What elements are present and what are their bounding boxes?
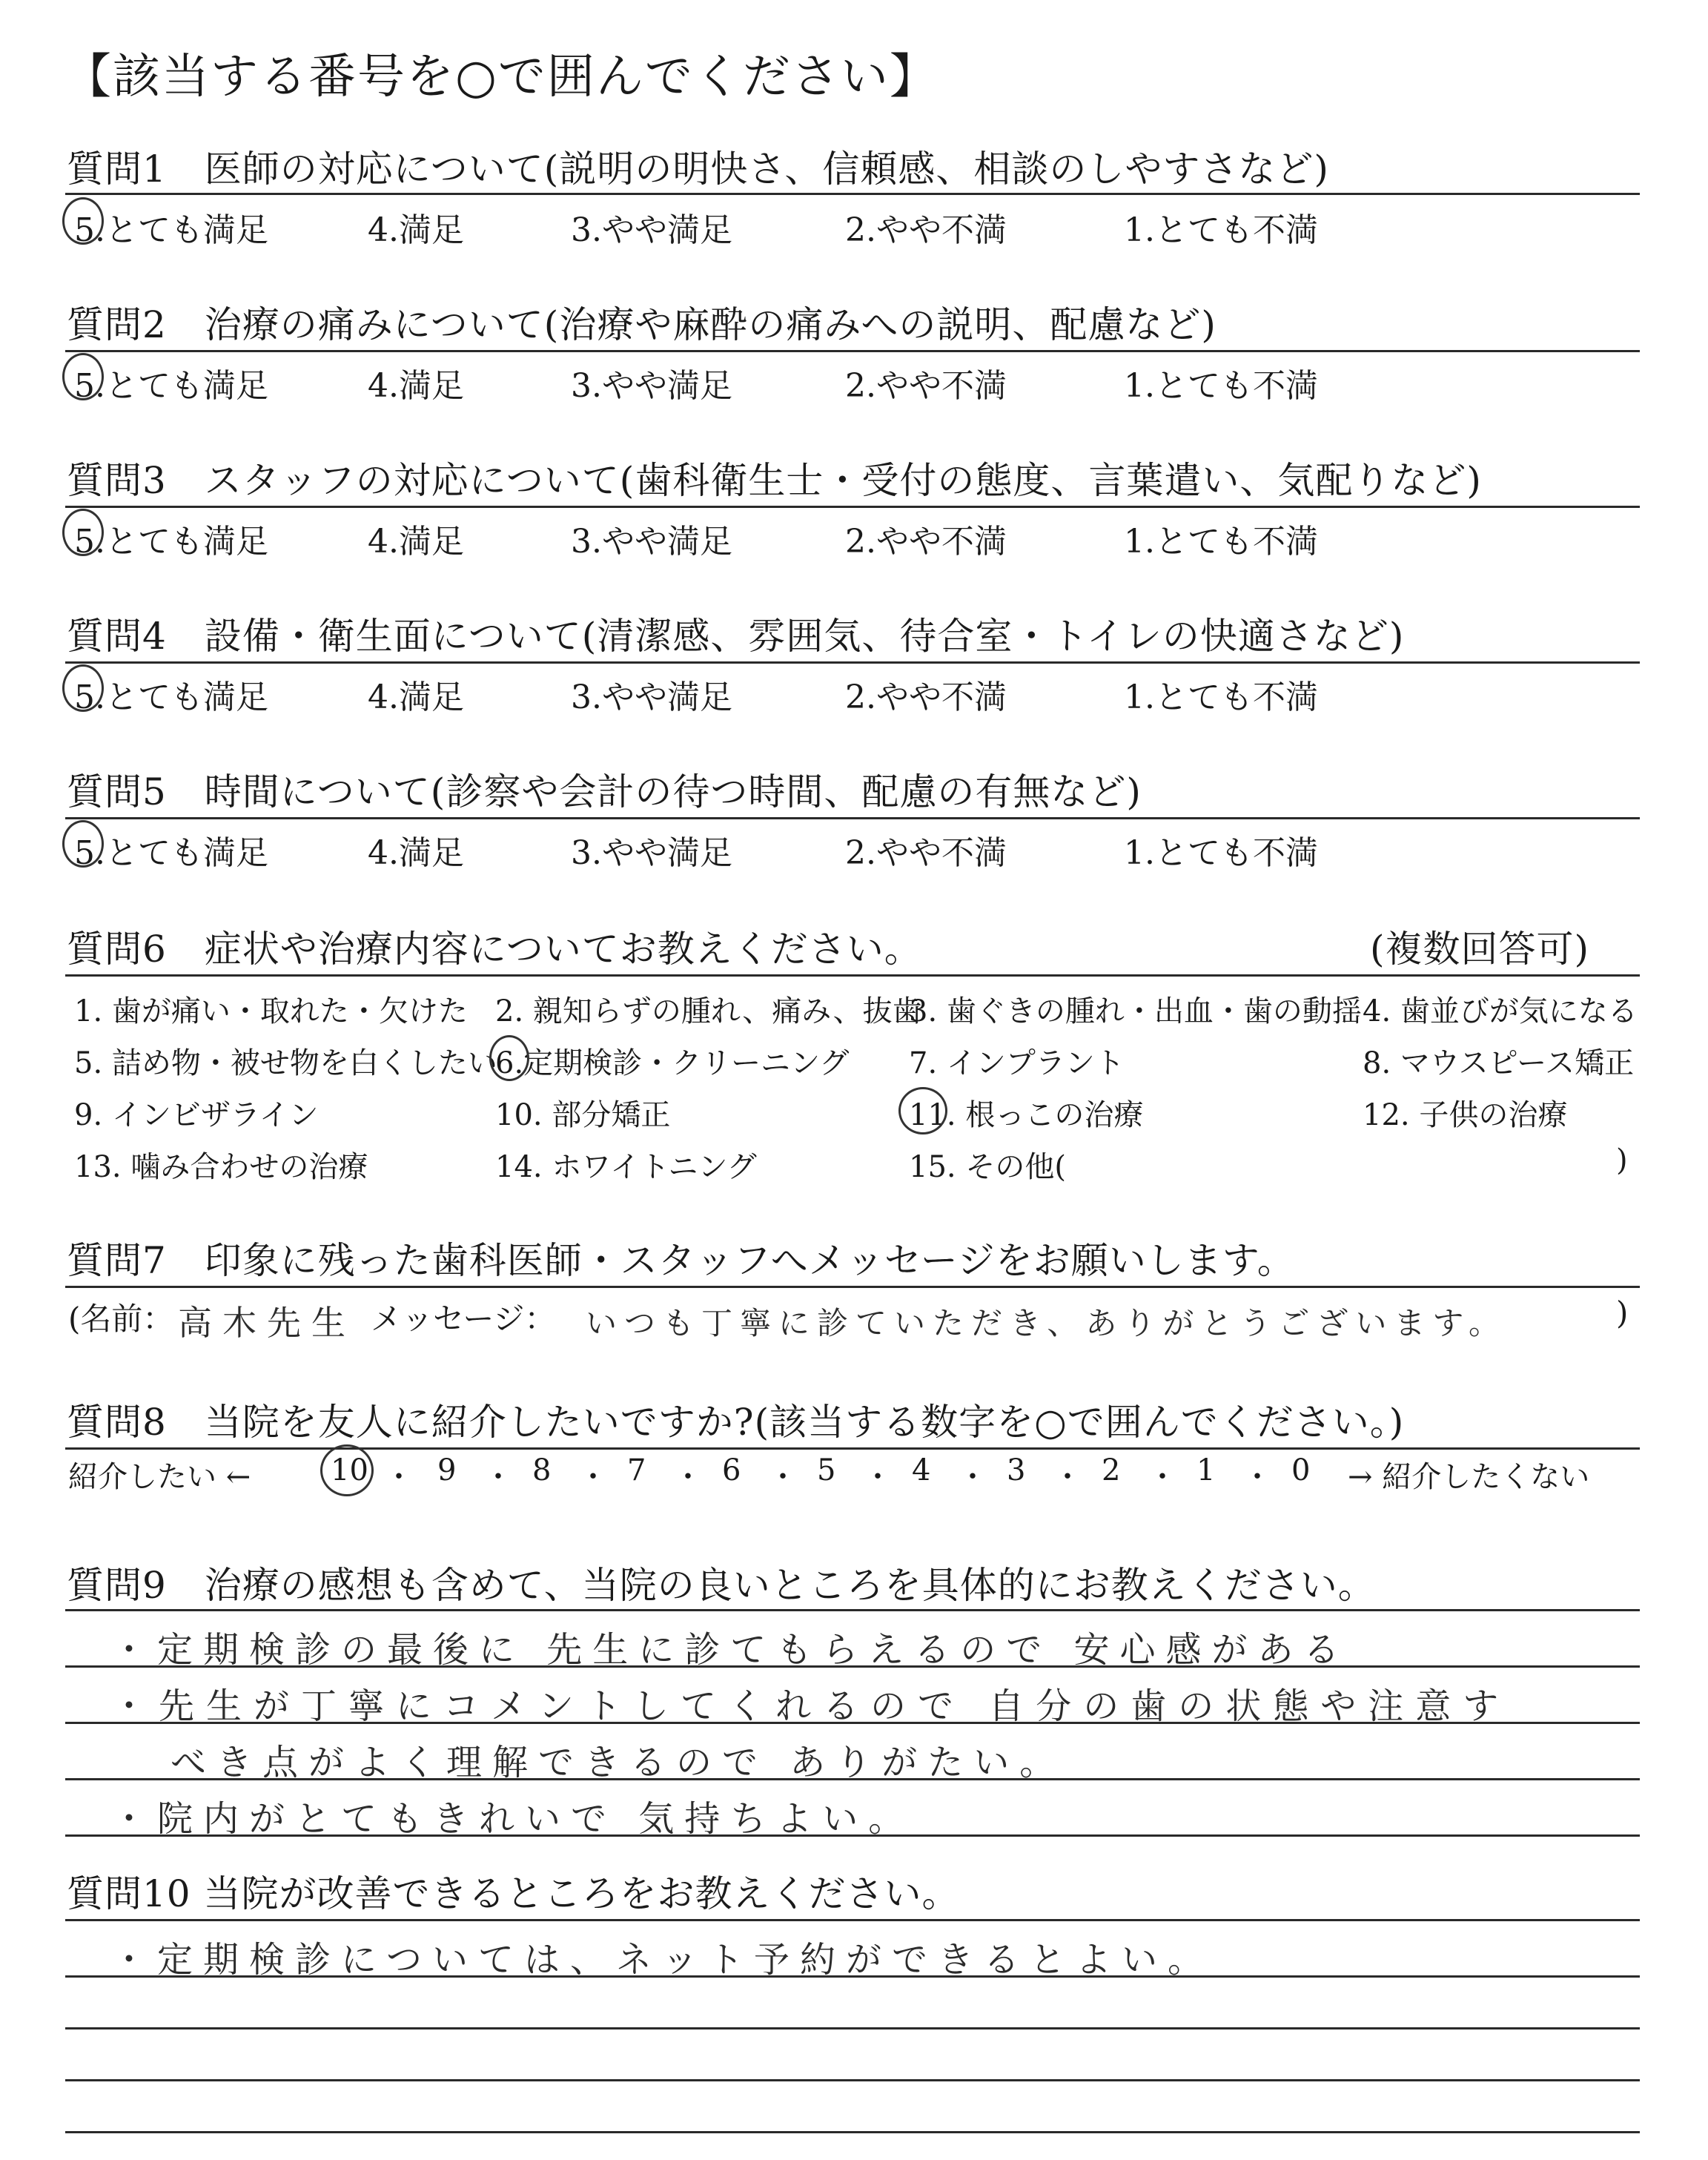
q3-option-1[interactable]: 1.とても不満 [1124,523,1318,561]
q5-option-4[interactable]: 4.満足 [368,834,464,872]
q6-multiple-note: (複数回答可) [1370,928,1590,971]
q2-option-1[interactable]: 1.とても不満 [1124,367,1318,405]
q7-rule [65,1286,1640,1288]
q8-dot: ・ [1148,1460,1177,1494]
q3-rule [65,506,1640,508]
q4-option-4[interactable]: 4.満足 [368,678,464,716]
q5-rule [65,817,1640,819]
q7-message-label: メッセージ： [371,1301,556,1337]
q4-rule [65,661,1640,664]
q9-answer-line-2: ・先生が丁寧にコメントしてくれるので 自分の歯の状態や注意す [111,1685,1511,1727]
q3-option-2[interactable]: 2.やや不満 [845,523,1007,561]
q5-title: 質問5 時間について(診察や会計の待つ時間、配慮の有無など) [67,770,1142,813]
q3-option-4[interactable]: 4.満足 [368,523,464,561]
q6-option-2[interactable]: 2. 親知らずの腫れ、痛み、抜歯 [495,994,922,1028]
q7-message-handwriting: いつも丁寧に診ていただき、ありがとうございます。 [586,1305,1507,1341]
q5-option-3[interactable]: 3.やや満足 [571,834,732,872]
q4-option-3[interactable]: 3.やや満足 [571,678,732,716]
q8-scale-6[interactable]: 6 [722,1453,741,1487]
q8-scale-0[interactable]: 0 [1291,1453,1311,1487]
q4-option-1[interactable]: 1.とても不満 [1124,678,1318,716]
q6-option-10[interactable]: 10. 部分矯正 [495,1098,671,1132]
q9-answer-line-3: べき点がよく理解できるので ありがたい。 [171,1742,1066,1783]
q8-scale-4[interactable]: 4 [912,1453,931,1487]
q8-right-label: → 紹介したくない [1348,1460,1590,1494]
q5-option-1[interactable]: 1.とても不満 [1124,834,1318,872]
q8-title: 質問8 当院を友人に紹介したいですか?(該当する数字を○で囲んでください。) [67,1401,1405,1444]
q6-option-12[interactable]: 12. 子供の治療 [1363,1098,1568,1132]
q3-title: 質問3 スタッフの対応について(歯科衛生士・受付の態度、言葉遣い、気配りなど) [67,459,1482,502]
q6-option-7[interactable]: 7. インプラント [909,1046,1125,1080]
q8-scale-1[interactable]: 1 [1196,1453,1216,1487]
q8-scale-10[interactable]: 10 [331,1453,368,1487]
q9-answer-line-4: ・院内がとてもきれいで 気持ちよい。 [111,1798,915,1840]
q5-option-2[interactable]: 2.やや不満 [845,834,1007,872]
q7-name-handwriting: 高木先生 [178,1303,356,1343]
q6-option-14[interactable]: 14. ホワイトニング [495,1150,757,1184]
q6-option-6[interactable]: 6.定期検診・クリーニング [495,1046,850,1080]
q1-rule [65,193,1640,195]
q8-dot: ・ [578,1460,608,1494]
q8-scale-2[interactable]: 2 [1102,1453,1121,1487]
q9-title: 質問9 治療の感想も含めて、当院の良いところを具体的にお教えください。 [67,1564,1376,1607]
q8-dot: ・ [673,1460,703,1494]
q1-selection-circle [62,197,104,245]
q8-rule [65,1447,1640,1450]
q4-option-5[interactable]: 5.とても満足 [74,678,268,716]
q8-scale-9[interactable]: 9 [437,1453,457,1487]
q2-rule [65,350,1640,352]
q4-title: 質問4 設備・衛生面について(清潔感、雰囲気、待合室・トイレの快適さなど) [67,615,1405,658]
q8-dot: ・ [863,1460,893,1494]
q6-option-11[interactable]: 11. 根っこの治療 [909,1098,1144,1132]
q8-scale-3[interactable]: 3 [1007,1453,1026,1487]
q6-option-15[interactable]: 15. その他( [909,1150,1066,1184]
q6-option-4[interactable]: 4. 歯並びが気になる [1363,994,1638,1028]
q9-rule-1 [65,1609,1640,1611]
q1-option-1[interactable]: 1.とても不満 [1124,211,1318,249]
q8-dot: ・ [768,1460,798,1494]
q8-dot: ・ [483,1460,513,1494]
q7-name-label: (名前： [68,1301,174,1337]
q8-scale-8[interactable]: 8 [532,1453,552,1487]
q10-title: 質問10 当院が改善できるところをお教えください。 [67,1872,960,1915]
q2-option-3[interactable]: 3.やや満足 [571,367,732,405]
q6-selection-circle-6 [489,1035,529,1081]
q6-option-8[interactable]: 8. マウスピース矯正 [1363,1046,1635,1080]
q10-answer-line-1: ・定期検診については、ネット予約ができるとよい。 [111,1939,1214,1981]
q6-rule [65,974,1640,977]
q6-option-3[interactable]: 3. 歯ぐきの腫れ・出血・歯の動揺 [909,994,1362,1028]
q2-title: 質問2 治療の痛みについて(治療や麻酔の痛みへの説明、配慮など) [67,303,1217,346]
q2-option-5[interactable]: 5.とても満足 [74,367,268,405]
q6-selection-circle-11 [898,1087,947,1135]
q3-selection-circle [62,509,104,556]
q6-option-9[interactable]: 9. インビザライン [74,1098,319,1132]
q6-title: 質問6 症状や治療内容についてお教えください。 [67,928,922,971]
q10-rule-4 [65,2079,1640,2081]
q1-option-5[interactable]: 5.とても満足 [74,211,268,249]
q6-option-5[interactable]: 5. 詰め物・被せ物を白くしたい [74,1046,497,1080]
q4-option-2[interactable]: 2.やや不満 [845,678,1007,716]
q6-option-1[interactable]: 1. 歯が痛い・取れた・欠けた [74,994,468,1028]
q7-title: 質問7 印象に残った歯科医師・スタッフへメッセージをお願いします。 [67,1239,1295,1282]
q8-dot: ・ [384,1460,414,1494]
q4-selection-circle [62,664,104,712]
q3-option-3[interactable]: 3.やや満足 [571,523,732,561]
q7-close-paren: ) [1616,1295,1629,1331]
survey-header: 【該当する番号を○で囲んでください】 [64,50,939,105]
q8-selection-circle [320,1444,374,1496]
q1-option-4[interactable]: 4.満足 [368,211,464,249]
q5-option-5[interactable]: 5.とても満足 [74,834,268,872]
q10-rule-3 [65,2027,1640,2029]
q10-rule-5 [65,2131,1640,2133]
q8-scale-7[interactable]: 7 [627,1453,646,1487]
q8-dot: ・ [1242,1460,1272,1494]
q8-dot: ・ [958,1460,987,1494]
q8-dot: ・ [1053,1460,1082,1494]
q2-option-4[interactable]: 4.満足 [368,367,464,405]
q5-selection-circle [62,820,104,868]
q1-title: 質問1 医師の対応について(説明の明快さ、信頼感、相談のしやすさなど) [67,148,1329,191]
q1-option-3[interactable]: 3.やや満足 [571,211,732,249]
q2-option-2[interactable]: 2.やや不満 [845,367,1007,405]
q6-option-13[interactable]: 13. 噛み合わせの治療 [74,1150,368,1184]
q3-option-5[interactable]: 5.とても満足 [74,523,268,561]
q1-option-2[interactable]: 2.やや不満 [845,211,1007,249]
q2-selection-circle [62,353,104,400]
q6-option-15-close-paren: ) [1616,1143,1628,1178]
q9-answer-line-1: ・定期検診の最後に 先生に診てもらえるので 安心感がある [111,1629,1350,1671]
q10-rule-1 [65,1919,1640,1921]
q8-left-label: 紹介したい ← [68,1460,251,1494]
q8-scale-5[interactable]: 5 [817,1453,836,1487]
